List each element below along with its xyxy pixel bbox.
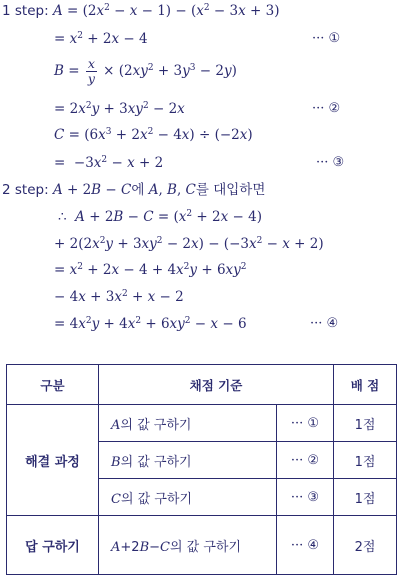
criteria-a-text: 의 값 구하기: [120, 417, 192, 433]
criteria-b-text: 의 값 구하기: [120, 454, 192, 470]
header-criteria: 채점 기준: [99, 365, 334, 405]
step1-line5: $C = (6x^3 + 2x^2 - 4x) \div (-2x)$: [54, 127, 253, 143]
points-2: 1점: [334, 442, 397, 479]
criteria-a: A의 값 구하기: [99, 405, 277, 442]
criteria-c: C의 값 구하기: [99, 479, 277, 516]
criteria-b: B의 값 구하기: [99, 442, 277, 479]
step1-line2: = $x^2 + 2x - 4$: [54, 31, 148, 47]
mark-1: ··· ①: [312, 31, 341, 46]
criteria-final-text: 의 값 구하기: [169, 539, 242, 555]
mark-cell-3: ··· ③: [277, 479, 334, 516]
mark-4: ··· ④: [310, 316, 339, 331]
step2-line3: + $2(2x^2y + 3xy^2 - 2x) - (-3x^2 - x + 2)$: [54, 236, 324, 252]
mark-cell-4: ··· ④: [277, 516, 334, 575]
step1-label: 1 step:: [2, 3, 49, 19]
step2-line1: 2 step: A + 2B − C에 A, B, C를 대입하면: [2, 182, 266, 198]
step2-line2: ∴ $A + 2B - C = (x^2 + 2x - 4)$: [58, 209, 262, 225]
points-3: 1점: [334, 479, 397, 516]
header-category: 구분: [7, 365, 99, 405]
step1-line4: = $2x^2y + 3xy^2 - 2x$: [54, 101, 185, 117]
step1-line6: = $-3x^2 - x + 2$: [54, 155, 164, 171]
mark-3: ··· ③: [316, 155, 345, 170]
mark-2: ··· ②: [312, 101, 341, 116]
step2-line4: = $x^2 + 2x - 4 + 4x^2y + 6xy^2$: [54, 262, 247, 278]
step2-line5: − $4x + 3x^2 + x - 2$: [54, 289, 184, 305]
step2-line6: = $4x^2y + 4x^2 + 6xy^2 - x - 6$: [54, 316, 247, 332]
criteria-c-text: 의 값 구하기: [120, 491, 193, 507]
mark-cell-2: ··· ②: [277, 442, 334, 479]
table-row: [7, 405, 397, 442]
group-solution-process: 해결 과정: [7, 405, 99, 516]
table-row: [7, 516, 397, 575]
fraction-x-over-y: $\frac{x}{y}$: [87, 56, 95, 86]
mark-cell-1: ··· ①: [277, 405, 334, 442]
scoring-table: [6, 364, 397, 575]
table-header-row: [7, 365, 397, 405]
step1-line3: B = $\frac{x}{y}$ × $(2xy^2 + 3y^3 - 2y)$: [54, 56, 237, 86]
step2-label: 2 step:: [2, 182, 49, 198]
points-1: 1점: [334, 405, 397, 442]
step1-line1: 1 step: $A = (2x^2 - x - 1) - (x^2 - 3x + 3)$: [2, 3, 280, 19]
group-answer: 답 구하기: [7, 516, 99, 575]
criteria-final: A+2B−C의 값 구하기: [99, 516, 277, 575]
points-4: 2점: [334, 516, 397, 575]
header-points: 배 점: [334, 365, 397, 405]
